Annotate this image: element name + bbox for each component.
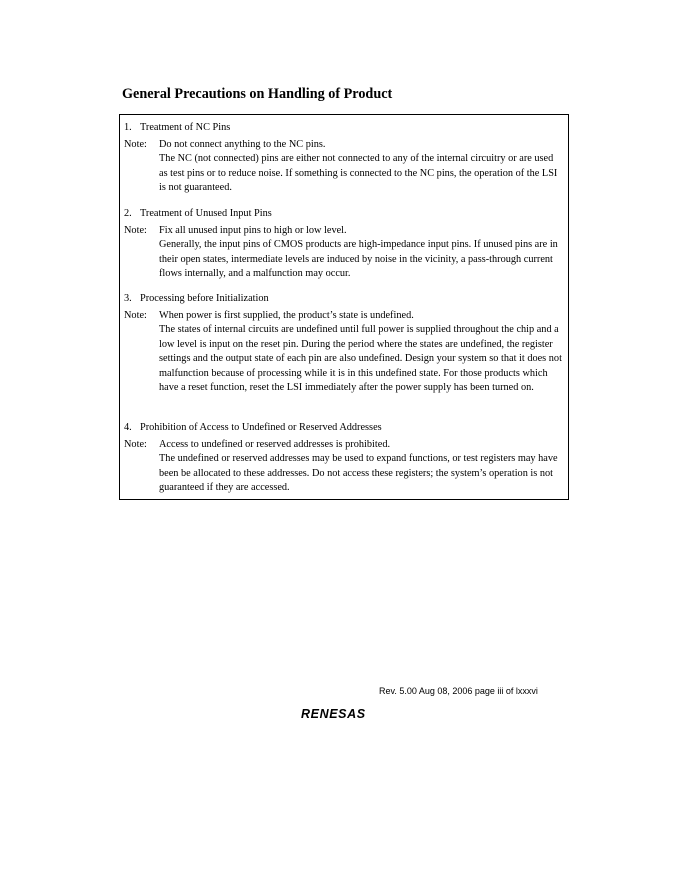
note-label: Note:	[124, 225, 147, 236]
section-undefined-addresses	[124, 421, 566, 496]
section-nc-pins	[124, 121, 566, 196]
renesas-logo: RENESAS	[301, 707, 366, 721]
note-lead: Access to undefined or reserved addresses is prohibited.	[159, 439, 391, 450]
section-number: 4.	[124, 422, 132, 433]
section-number: 1.	[124, 122, 132, 133]
section-title: Treatment of Unused Input Pins	[140, 208, 272, 219]
section-number: 3.	[124, 293, 132, 304]
note-detail: The undefined or reserved addresses may be used to expand functions, or test registers may have been be allocated to these addresses. Do not access these registers; the system’s operation is not guaranteed if they are accessed.	[159, 453, 558, 494]
note-label: Note:	[124, 310, 147, 321]
note-lead: When power is first supplied, the product’s state is undefined.	[159, 310, 414, 321]
section-title: Treatment of NC Pins	[140, 122, 231, 133]
page-footer-revision: Rev. 5.00 Aug 08, 2006 page iii of lxxxvi	[379, 686, 538, 696]
note	[124, 224, 566, 282]
note-detail: Generally, the input pins of CMOS products are high-impedance input pins. If unused pins are in their open states, intermediate levels are induced by noise in the vicinity, a pass-through current flows internally, and a malfunction may occur.	[159, 239, 558, 280]
section-heading	[124, 292, 566, 309]
section-title: Prohibition of Access to Undefined or Reserved Addresses	[140, 422, 382, 433]
section-heading	[124, 207, 566, 224]
note	[124, 438, 566, 496]
note	[124, 309, 566, 395]
section-unused-input-pins	[124, 207, 566, 282]
page-title: General Precautions on Handling of Product	[122, 86, 393, 102]
note-lead: Do not connect anything to the NC pins.	[159, 139, 326, 150]
note	[124, 138, 566, 196]
note-detail: The NC (not connected) pins are either not connected to any of the internal circuitry or are used as test pins or to reduce noise. If something is connected to the NC pins, the operation of the LSI is not guaranteed.	[159, 153, 558, 194]
note-detail: The states of internal circuits are undefined until full power is supplied throughout the chip and a low level is input on the reset pin. During the period where the states are undefined, the register settings and the output state of each pin are also undefined. Design your system so that it does not malfunction because of processing while it is in this undefined state. For those products which have a reset function, reset the LSI immediately after the power supply has been turned on.	[159, 324, 562, 394]
note-label: Note:	[124, 439, 147, 450]
section-heading	[124, 121, 566, 138]
note-label: Note:	[124, 139, 147, 150]
section-number: 2.	[124, 208, 132, 219]
precautions-box	[119, 114, 569, 500]
section-heading	[124, 421, 566, 438]
note-lead: Fix all unused input pins to high or low level.	[159, 225, 347, 236]
section-title: Processing before Initialization	[140, 293, 269, 304]
section-processing-before-init	[124, 292, 566, 395]
